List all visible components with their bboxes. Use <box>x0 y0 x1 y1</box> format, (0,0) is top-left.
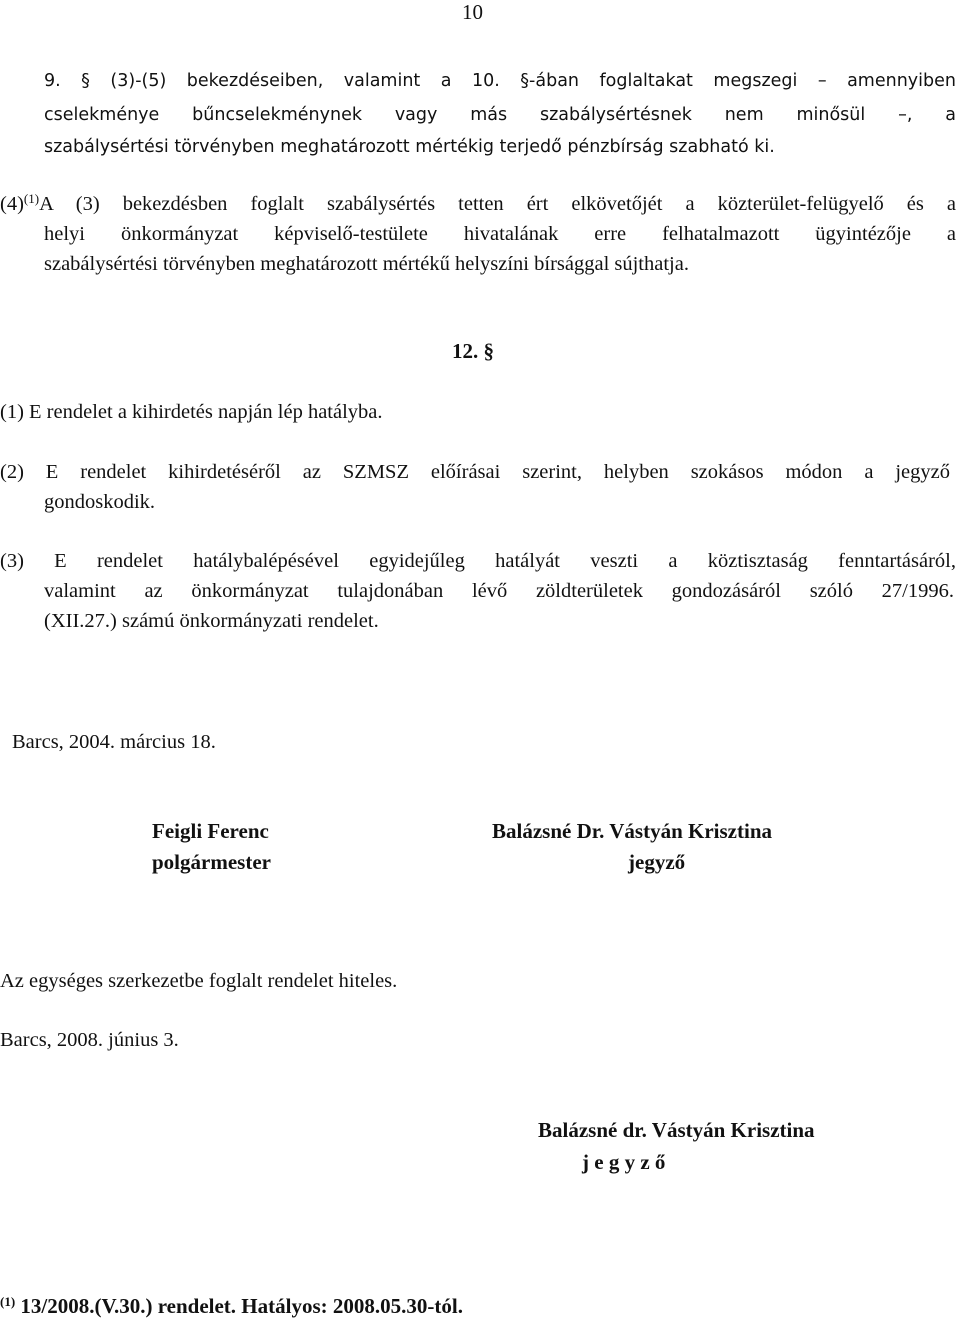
section12-par3-line-3: (XII.27.) számú önkormányzati rendelet. <box>44 610 379 632</box>
intro-line-2: cselekménye bűncselekménynek vagy más szabálysértésnek nem minősül –, a <box>44 105 956 125</box>
par4-line-2: helyi önkormányzat képviselő-testülete hivatalának erre felhatalmazott ügyintézője a <box>44 223 956 245</box>
authentic-statement: Az egységes szerkezetbe foglalt rendelet hiteles. <box>0 970 398 992</box>
section12-par1: (1) E rendelet a kihirdetés napján lép hatályba. <box>0 401 383 423</box>
signature-left-name: Feigli Ferenc <box>152 819 269 843</box>
section12-par2-line-1: (2) E rendelet kihirdetéséről az SZMSZ előírásai szerint, helyben szokásos módon a jegyző <box>0 461 950 483</box>
par4-line-1 <box>0 190 956 220</box>
signature-right-name: Balázsné Dr. Vástyán Krisztina <box>492 819 773 843</box>
date-place-2: Barcs, 2008. június 3. <box>0 1029 179 1051</box>
intro-line-1: 9. § (3)-(5) bekezdéseiben, valamint a 10. §-ában foglaltakat megszegi – amennyiben <box>44 71 956 91</box>
section12-par3-line-2: valamint az önkormányzat tulajdonában lévő zöldterületek gondozásáról szóló 27/1996. <box>44 580 954 602</box>
signature-left-title: polgármester <box>152 850 271 874</box>
footnote-mark: (1) <box>0 1294 16 1309</box>
par4-footnote-ref: (1) <box>23 191 40 206</box>
section12-par3-line-1: (3) E rendelet hatálybalépésével egyidejűleg hatályát veszti a köztisztaság fenntartásáról, <box>0 550 956 572</box>
section-title: 12. § <box>452 339 494 363</box>
footnote <box>0 1292 463 1322</box>
par4-line-3: szabálysértési törvényben meghatározott mértékű helyszíni bírsággal sújthatja. <box>44 253 689 275</box>
intro-line-3: szabálysértési törvényben meghatározott mértékig terjedő pénzbírság szabható ki. <box>44 137 775 157</box>
signature2-title: j e g y z ő <box>582 1150 666 1174</box>
section12-par2-line-2: gondoskodik. <box>44 491 156 513</box>
page-number: 10 <box>462 0 483 24</box>
signature2-name: Balázsné dr. Vástyán Krisztina <box>538 1118 815 1142</box>
footnote-text: 13/2008.(V.30.) rendelet. Hatályos: 2008.05.30-tól. <box>20 1294 463 1318</box>
par4-number: (4) <box>0 193 24 215</box>
date-place-1: Barcs, 2004. március 18. <box>12 731 216 753</box>
par4-line-1-text: A (3) bekezdésben foglalt szabálysértés tetten ért elkövetőjét a közterület-felügyelő és a <box>39 193 956 215</box>
signature-right-title: jegyző <box>628 850 686 874</box>
